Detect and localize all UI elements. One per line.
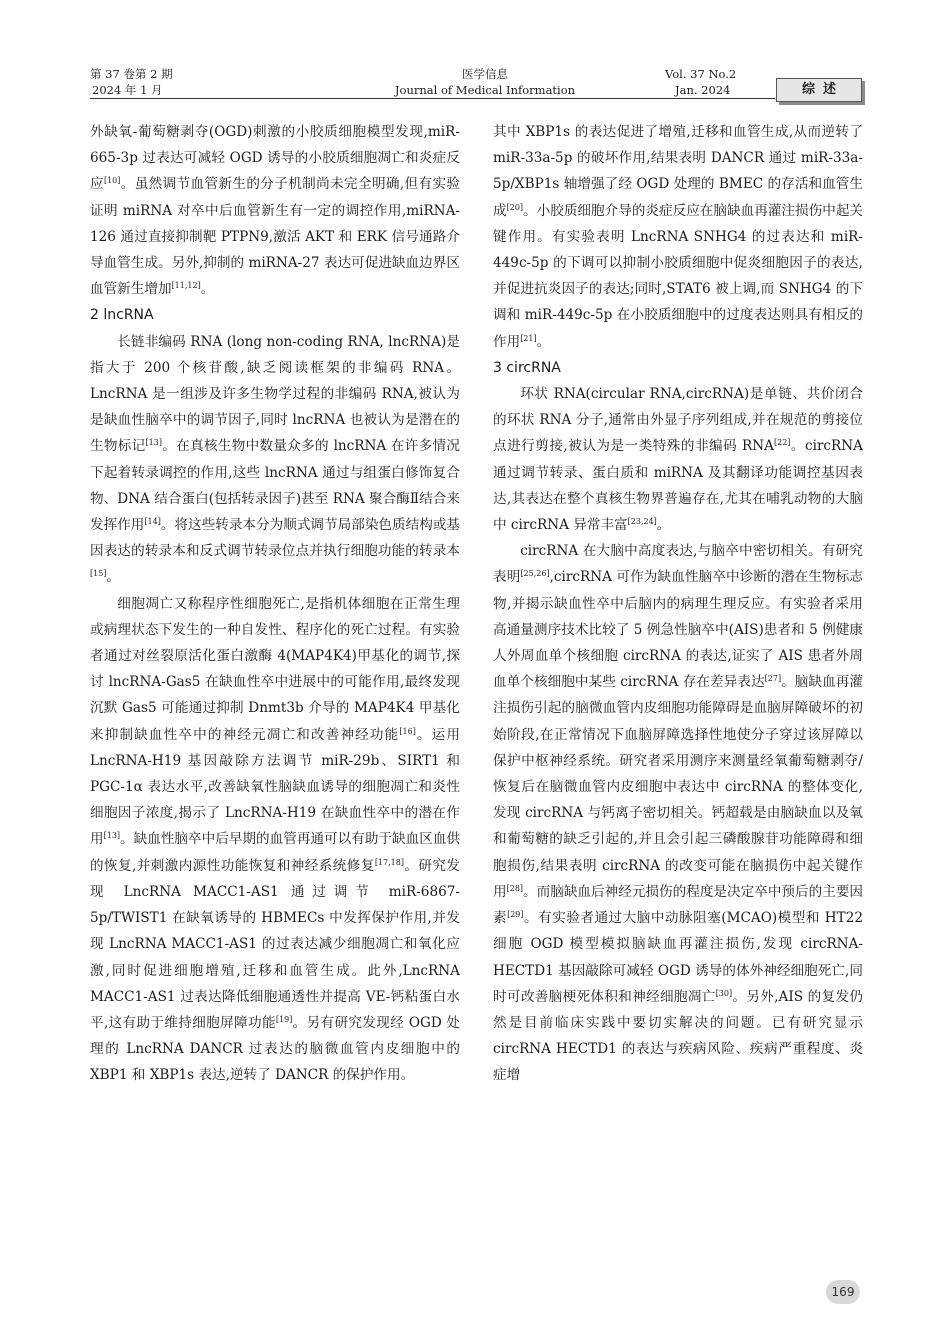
citation: [20] xyxy=(506,202,524,212)
citation: [13] xyxy=(103,831,121,841)
citation: [10] xyxy=(103,176,121,186)
citation: [28] xyxy=(506,883,524,893)
paragraph: 外缺氧-葡萄糖剥夺(OGD)刺激的小胶质细胞模型发现,miR-665-3p 过表达可减轻 OGD 诱导的小胶质细胞凋亡和炎症反应[10]。虽然调节血管新生的分子机制尚未完全明确,但有实验证明 miRNA 对卒中后血管新生有一定的调控作用,miRNA-126 通过直接抑制靶 PTPN9,激活 AKT 和 ERK 信号通路介导血管生成。另外,抑制的 miRNA-27 表达可促进缺血边界区血管新生增加[11,12]。 xyxy=(90,124,461,298)
paragraph: 环状 RNA(circular RNA,circRNA)是单链、共价闭合的环状 RNA 分子,通常由外显子序列组成,并在规范的剪接位点进行剪接,被认为是一类特殊的非编码 RNA[22]。circRNA 通过调节转录、蛋白质和 miRNA 及其翻译功能调控基因表达,其表达在整个真核生物界普遍存在,尤其在哺乳动物的大脑中 circRNA 异常丰富[23,24]。 xyxy=(493,386,863,534)
citation: [23,24] xyxy=(627,517,657,527)
citation: [30] xyxy=(715,988,733,998)
header-center xyxy=(345,66,625,98)
header-date-en: Jan. 2024 xyxy=(675,83,731,97)
section-heading-lncrna: 2 lncRNA xyxy=(90,307,154,324)
header-volume-en: Vol. 37 No.2 xyxy=(665,67,737,81)
paragraph: 其中 XBP1s 的表达促进了增殖,迁移和血管生成,从而逆转了 miR-33a-5p 的破坏作用,结果表明 DANCR 通过 miR-33a-5p/XBP1s 轴增强了经 OGD 处理的 BMEC 的存活和血管生成[20]。小胶质细胞介导的炎症反应在脑缺血再灌注损伤中起关键作用。有实验表明 LncRNA SNHG4 的过表达和 miR-449c-5p 的下调可以抑制小胶质细胞中促炎细胞因子的表达,并促进抗炎因子的表达;同时,STAT6 被上调,而 SNHG4 的下调和 miR-449c-5p 在小胶质细胞中的过度表达则具有相反的作用[21]。 xyxy=(493,124,864,350)
running-header xyxy=(90,66,865,102)
paragraph: 长链非编码 RNA (long non-coding RNA, lncRNA)是指大于 200 个核苷酸,缺乏阅读框架的非编码 RNA。LncRNA 是一组涉及许多生物学过程的非编码 RNA,被认为是缺血性脑卒中的调节因子,同时 lncRNA 也被认为是潜在的生物标记[13]。在真核生物中数量众多的 lncRNA 在许多情况下起着转录调控的作用,这些 lncRNA 通过与组蛋白修饰复合物、DNA 结合蛋白(包括转录因子)甚至 RNA 聚合酶Ⅱ结合来发挥作用[14]。将这些转录本分为顺式调节局部染色质结构或基因表达的转录本和反式调节转录位点并执行细胞功能的转录本[15]。 xyxy=(90,333,461,586)
citation: [14] xyxy=(144,517,161,527)
header-volume-issue: 第 37 卷第 2 期 xyxy=(90,67,173,81)
citation: [25,26] xyxy=(520,569,550,579)
citation: [19] xyxy=(275,1014,293,1024)
section-heading-circrna: 3 circRNA xyxy=(493,359,561,376)
left-column xyxy=(90,119,460,1089)
right-column xyxy=(493,119,863,1089)
page-number: 169 xyxy=(826,1280,860,1304)
header-left xyxy=(90,66,173,98)
section-badge: 综述 xyxy=(776,78,862,102)
paragraph: 细胞凋亡又称程序性细胞死亡,是指机体细胞在正常生理或病理状态下发生的一种自发性、程序化的死亡过程。有实验者通过对丝裂原活化蛋白激酶 4(MAP4K4)甲基化的调节,探讨 lncRNA-Gas5 在缺血性卒中进展中的可能作用,最终发现沉默 Gas5 可能通过抑制 Dnmt3b 介导的 MAP4K4 甲基化来抑制缺血性卒中的神经元凋亡和改善神经功能[16]。运用 LncRNA-H19 基因敲除方法调节 miR-29b、SIRT1 和 PGC-1α 表达水平,改善缺氧性脑缺血诱导的细胞凋亡和炎性细胞因子浓度,揭示了 LncRNA-H19 在缺血性卒中的潜在作用[13]。缺血性脑卒中后早期的血管再通可以有助于缺血区血供的恢复,并刺激内源性功能恢复和神经系统修复[17,18]。研究发现 LncRNA MACC1-AS1 通过调节 miR-6867-5p/TWIST1 在缺氧诱导的 HBMECs 中发挥保护作用,并发现 LncRNA MACC1-AS1 的过表达减少细胞凋亡和氧化应激,同时促进细胞增殖,迁移和血管生成。此外,LncRNA MACC1-AS1 过表达降低细胞通透性并提高 VE-钙粘蛋白水平,这有助于维持细胞屏障功能[19]。另有研究发现经 OGD 处理的 LncRNA DANCR 过表达的脑微血管内皮细胞中的 XBP1 和 XBP1s 表达,逆转了 DANCR 的保护作用。 xyxy=(90,595,461,1084)
citation: [27] xyxy=(764,674,782,684)
journal-title-cn: 医学信息 xyxy=(462,67,508,81)
header-rule xyxy=(90,98,775,99)
citation: [22] xyxy=(773,438,791,448)
citation: [16] xyxy=(399,726,416,736)
citation: [11,12] xyxy=(171,281,201,291)
journal-title-en: Journal of Medical Information xyxy=(394,83,576,97)
citation: [29] xyxy=(507,910,524,920)
citation: [17,18] xyxy=(374,857,404,867)
paragraph: circRNA 在大脑中高度表达,与脑卒中密切相关。有研究表明[25,26],circRNA 可作为缺血性脑卒中诊断的潜在生物标志物,并揭示缺血性卒中后脑内的病理生理反应。有实验者采用高通量测序技术比较了 5 例急性脑卒中(AIS)患者和 5 例健康人外周血单个核细胞 circRNA 的表达,证实了 AIS 患者外周血单个核细胞中某些 circRNA 存在差异表达[27]。脑缺血再灌注损伤引起的脑微血管内皮细胞功能障碍是血脑屏障破坏的初始阶段,在正常情况下血脑屏障选择性地使分子穿过该屏障以保护中枢神经系统。研究者采用测序来测量经氧葡萄糖剥夺/恢复后在脑微血管内皮细胞中表达中 circRNA 的整体变化,发现 circRNA 与钙离子密切相关。钙超载是由脑缺血以及氧和葡萄糖的缺乏引起的,并且会引起三磷酸腺苷功能障碍和细胞损伤,结果表明 circRNA 的改变可能在脑损伤中起关键作用[28]。而脑缺血后神经元损伤的程度是决定卒中预后的主要因素[29]。有实验者通过大脑中动脉阻塞(MCAO)模型和 HT22 细胞 OGD 模型模拟脑缺血再灌注损伤,发现 circRNA-HECTD1 基因敲除可减轻 OGD 诱导的体外神经细胞死亡,同时可改善脑梗死体积和神经细胞凋亡[30]。另外,AIS 的复发仍然是目前临床实践中要切实解决的问题。已有研究显示 circRNA HECTD1 的表达与疾病风险、疾病严重程度、炎症增 xyxy=(493,543,864,1084)
header-right xyxy=(665,66,736,98)
header-date: 2024 年 1 月 xyxy=(92,83,163,97)
citation: [13] xyxy=(145,438,162,448)
citation: [15] xyxy=(90,569,107,579)
citation: [21] xyxy=(520,333,537,343)
